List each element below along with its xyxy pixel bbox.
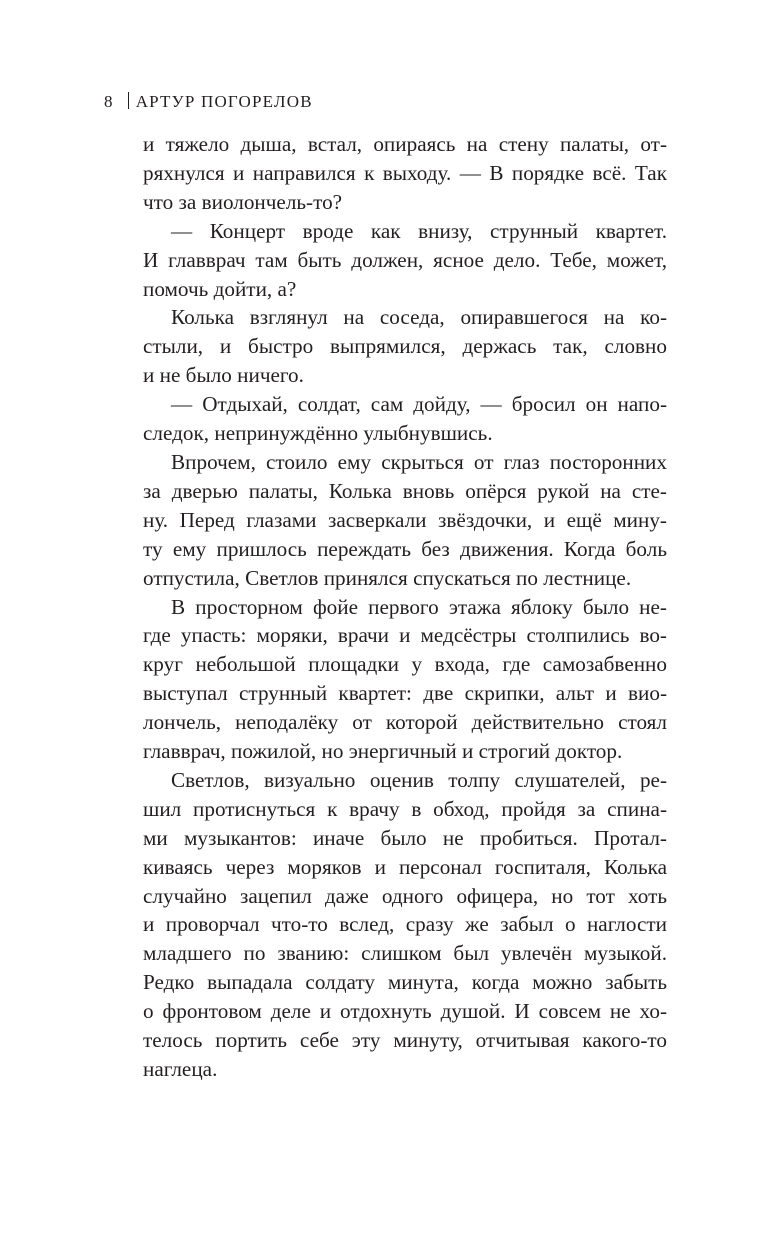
text-line: ну. Перед глазами засверкали звёздочки, и ещё мину- — [143, 507, 667, 532]
text-line: где упасть: моряки, врачи и медсёстры столпились во- — [143, 623, 667, 648]
running-header — [104, 92, 313, 112]
text-line: что за виолончель-то? — [143, 189, 343, 214]
text-line: — Концерт вроде как внизу, струнный квартет. — [171, 218, 667, 243]
text-line: Колька взглянул на соседа, опиравшегося на ко- — [171, 305, 667, 330]
text-line: ряхнулся и направился к выходу. — В порядке всё. Так — [143, 160, 667, 185]
text-line: киваясь через моряков и персонал госпиталя, Колька — [143, 854, 667, 879]
text-line: младшего по званию: слишком был увлечён музыкой. — [143, 941, 667, 966]
text-line: И главврач там быть должен, ясное дело. Тебе, может, — [143, 247, 667, 272]
header-divider — [128, 92, 129, 109]
text-line: Впрочем, стоило ему скрыться от глаз посторонних — [171, 449, 667, 474]
text-line: ми музыкантов: иначе было не пробиться. Протал- — [143, 825, 667, 850]
text-line: Светлов, визуально оценив толпу слушателей, ре- — [171, 767, 667, 792]
text-line: — Отдыхай, солдат, сам дойду, — бросил он напо- — [171, 392, 667, 417]
text-line: наглеца. — [143, 1057, 218, 1081]
text-line: следок, непринуждённо улыбнувшись. — [143, 421, 493, 446]
text-line: главврач, пожилой, но энергичный и строгий доктор. — [143, 739, 623, 764]
text-line: круг небольшой площадки у входа, где самозабвенно — [143, 652, 667, 677]
text-line: В просторном фойе первого этажа яблоку было не- — [171, 594, 667, 619]
text-line: выступал струнный квартет: две скрипки, альт и вио- — [143, 681, 667, 706]
text-line: телось портить себе эту минуту, отчитывая какого-то — [143, 1028, 667, 1053]
text-line: ту ему пришлось переждать без движения. Когда боль — [143, 536, 667, 561]
text-line: случайно зацепил даже одного офицера, но тот хоть — [143, 883, 667, 908]
text-line: отпустила, Светлов принялся спускаться по лестнице. — [143, 565, 632, 590]
text-line: за дверью палаты, Колька вновь опёрся рукой на сте- — [143, 478, 667, 503]
text-line: Редко выпадала солдату минута, когда можно забыть — [143, 970, 667, 995]
text-line: о фронтовом деле и отдохнуть душой. И совсем не хо- — [143, 999, 667, 1024]
text-line: и не было ничего. — [143, 363, 304, 388]
page-number: 8 — [104, 92, 114, 111]
text-line: лончель, неподалёку от которой действительно стоял — [143, 710, 667, 735]
text-line: стыли, и быстро выпрямился, держась так, словно — [143, 334, 667, 359]
text-line: помочь дойти, а? — [143, 276, 297, 301]
text-line: и тяжело дыша, встал, опираясь на стену палаты, от- — [143, 132, 667, 156]
running-header-author: АРТУР ПОГОРЕЛОВ — [135, 92, 313, 111]
text-line: шил протиснуться к врачу в обход, пройдя за спина- — [143, 796, 667, 821]
body-text — [143, 130, 667, 1084]
text-line: и проворчал что-то вслед, сразу же забыл о наглости — [143, 912, 667, 937]
